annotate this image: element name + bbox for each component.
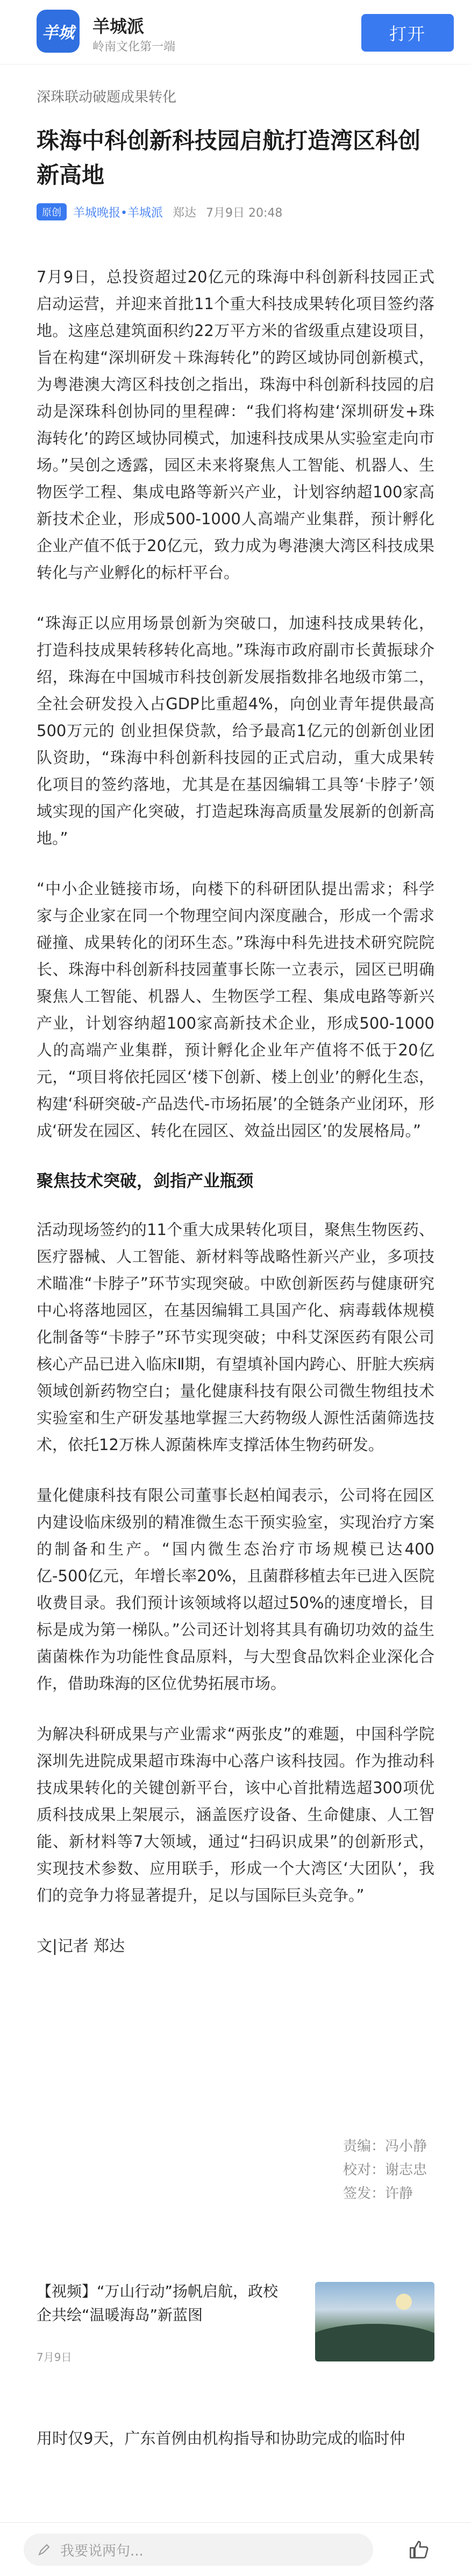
related-article-thumbnail[interactable] — [315, 2282, 434, 2361]
article-byline: 文|记者 郑达 — [37, 1937, 125, 1955]
next-article-teaser[interactable]: 用时仅9天，广东首例由机构指导和协助完成的临时仲 — [37, 2429, 405, 2447]
article-paragraph: 为解决科研成果与产业需求“两张皮”的难题，中国科学院深圳先进院成果超市珠海中心落户该科技园。作为推动科技成果转化的关键创新平台，该中心首批精选超300项优质科技成果上架展示，涵盖医疗设备、生命健康、人工智能、新材料等7大领域，通过“扫码识成果”的创新形式，实现技术参数、应用联手，形成一个大湾区‘大团队’，我们的竞争力将显著提升，足以与国际巨头竞争。” — [37, 1725, 434, 1904]
comment-placeholder: 我要说两句... — [60, 2543, 144, 2559]
app-download-banner — [0, 0, 471, 65]
thumbnail-hill-shape — [315, 2324, 434, 2361]
article-meta — [37, 202, 282, 222]
section-heading: 聚焦技术突破，剑指产业瓶颈 — [37, 1172, 253, 1191]
article-paragraph: “珠海正以应用场景创新为突破口，加速科技成果转化，打造科技成果转移转化高地。”珠海市政府副市长黄振球介绍，珠海在中国城市科技创新发展指数排名地级市第二，全社会研发投入占GDP比重超4%，向创业青年提供最高500万元的 创业担保贷款，给予最高1亿元的创新创业团队资助，“珠海中科创新科技园的正式启动，重大成果转化项目的签约落地，尤其是在基因编辑工具等‘卡脖子’领域实现的国产化突破，打造起珠海高质量发展新的创新高地。” — [37, 614, 434, 847]
article-channel[interactable]: 深珠联动破题成果转化 — [37, 89, 177, 105]
thumbnail-sun-shape — [396, 2294, 412, 2310]
app-slogan: 岭南文化第一端 — [92, 40, 176, 54]
credit-editor: 责编：冯小静 — [343, 2138, 427, 2154]
article-body — [37, 263, 434, 1959]
publish-datetime: 7月9日 20:48 — [206, 206, 283, 220]
thumb-up-icon[interactable] — [406, 2537, 432, 2563]
pen-icon — [38, 2543, 52, 2557]
source-link[interactable]: 羊城晚报•羊城派 — [73, 206, 163, 220]
original-badge: 原创 — [37, 203, 67, 220]
related-article-title[interactable]: 【视频】“万山行动”扬帆启航，政校企共绘“温暖海岛”新蓝图 — [37, 2282, 279, 2324]
article-paragraph: 活动现场签约的11个重大成果转化项目，聚焦生物医药、医疗器械、人工智能、新材料等战略性新兴产业，多项技术瞄准“卡脖子”环节实现突破。中欧创新医药与健康研究中心将落地园区，在基因编辑工具国产化、病毒载体规模化制备等“卡脖子”环节实现突破；中科艾深医药有限公司核心产品已进入临床Ⅱ期，有望填补国内跨心、肝脏大疾病领域创新药物空白；量化健康科技有限公司微生物组技术实验室和生产研发基地掌握三大药物级人源性活菌筛选技术，依托12万株人源菌株库支撑活体生物药研发。 — [37, 1221, 434, 1454]
editor-credits — [343, 2135, 434, 2206]
comment-bar — [0, 2522, 471, 2576]
related-article-card[interactable] — [37, 2280, 434, 2371]
credit-approver: 签发：许静 — [343, 2186, 413, 2202]
credit-proofreader: 校对：谢志忠 — [343, 2162, 427, 2178]
article-paragraph: “中小企业链接市场，向楼下的科研团队提出需求；科学家与企业家在同一个物理空间内深度融合，形成一个需求碰撞、成果转化的闭环生态。”珠海中科先进技术研究院院长、珠海中科创新科技园董事长陈一立表示，园区已明确聚焦人工智能、机器人、生物医学工程、集成电路等新兴产业，计划容纳超100家高新技术企业，形成500-1000人的高端产业集群，预计孵化企业年产值将不低于20亿元，“项目将依托园区‘楼下创新、楼上创业’的孵化生态，构建‘科研突破-产品迭代-市场拓展’的全链条产业闭环，形成‘研发在园区、转化在园区、效益出园区’的发展格局。” — [37, 880, 434, 1140]
app-logo[interactable]: 羊城 — [37, 10, 80, 53]
comment-input[interactable] — [24, 2534, 373, 2566]
article-paragraph: 7月9日，总投资超过20亿元的珠海中科创新科技园正式启动运营，并迎来首批11个重大科技成果转化项目签约落地。这座总建筑面积约22万平方米的省级重点建设项目，旨在构建“深圳研发＋珠海转化”的跨区域协同创新模式，为粤港澳大湾区科技创之指出，珠海中科创新科技园的启动是深珠科创协同的里程碑：“我们将构建‘深圳研发+珠海转化’的跨区域协同模式，加速科技成果从实验室走向市场。”吴创之透露，园区未来将聚焦人工智能、机器人、生物医学工程、集成电路等新兴产业，计划容纳超100家高新技术企业，形成500-1000人高端产业集群，预计孵化企业产值不低于20亿元，致力成为粤港澳大湾区科技成果转化与产业孵化的标杆平台。 — [37, 268, 434, 582]
meta-author: 郑达 — [172, 206, 196, 220]
article-paragraph: 量化健康科技有限公司董事长赵柏闻表示，公司将在园区内建设临床级别的精准微生态干预实验室，实现治疗方案的制备和生产。“国内微生态治疗市场规模已达400亿-500亿元，年增长率20%，且菌群移植去年已进入医院收费目录。我们预计该领域将以超过50%的速度增长，目标是成为第一梯队。”公司还计划将其具有确切功效的益生菌菌株作为功能性食品原料，与大型食品饮料企业深化合作，借助珠海的区位优势拓展市场。 — [37, 1486, 434, 1693]
article-title: 珠海中科创新科技园启航打造湾区科创新高地 — [37, 127, 421, 188]
related-article-date: 7月9日 — [37, 2351, 72, 2364]
app-name: 羊城派 — [92, 16, 145, 37]
open-app-button[interactable]: 打开 — [361, 14, 454, 52]
